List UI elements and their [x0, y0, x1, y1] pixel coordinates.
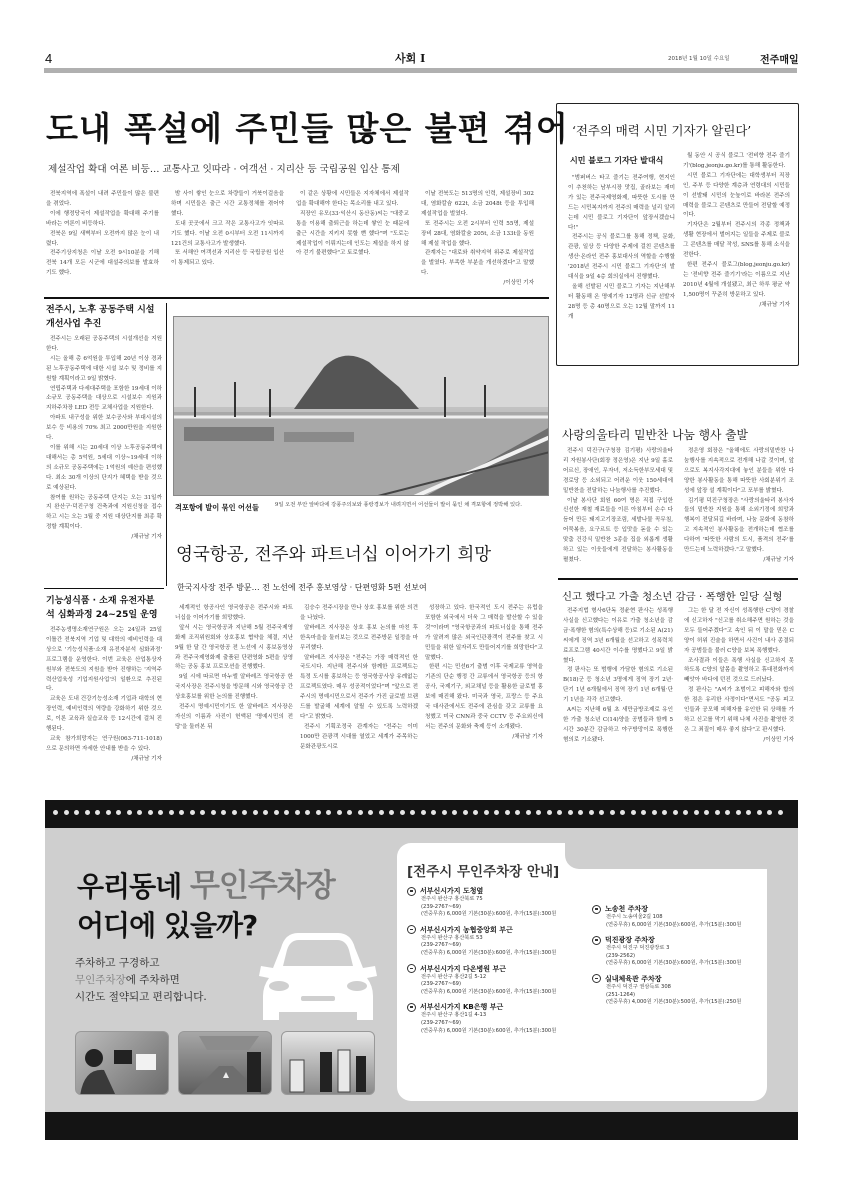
lot-address: 전주시 덕진구 덕진광장로 3: [606, 945, 670, 952]
decorative-dot: [746, 810, 751, 815]
paragraph: 전주시 덕진구(구청장 김기평) 사랑의울타리 자원봉사단(회장 정은영)은 지난 9일 홀로어르신, 장애인, 무자녀, 저소득한부모세대 및 경로당 등 소외되고 어려운 이웃 150세대에 밑반찬을 전달하는 나눔행사를 추진했다.: [563, 448, 673, 494]
decorative-dot: [641, 810, 646, 815]
main-article-column-2: [171, 190, 284, 269]
byline: /채규남 기자: [759, 301, 790, 308]
decorative-dot: [242, 810, 247, 815]
decorative-dot: [767, 810, 772, 815]
decorative-dot: [578, 810, 583, 815]
header-bar: [44, 68, 797, 73]
paragraph: 전주시는 공식 블로그를 통해 정책, 문화, 관광, 일상 등 다양한 주제에 걸친 콘텐츠를 생산·온라인 전주 홍보대사의 역할을 수행할 '2018년 전주시 시민 블로그 기자단'의 발대식을 9일 4층 회의실에서 진행했다.: [568, 234, 675, 281]
reporter-column-2: [683, 152, 790, 311]
decorative-dot: [284, 810, 289, 815]
section-label: 사회 I: [395, 52, 426, 65]
lot-fee: (연중무휴) 6,000원 기본(30분):600원, 추가(15분):300원: [421, 911, 557, 918]
paragraph: 김승수 전주시장을 만나 상호 홍보를 위한 의견을 나눴다.: [300, 605, 418, 621]
lot-name: 서부신시가지 다온병원 부근: [420, 964, 507, 973]
lot-name: 서부신시가지 도청옆: [420, 887, 484, 895]
paragraph: 월 동안 시 공식 블로그 '전비향 전주 즐기기'(blog.jeonju.go.kr)를 통해 활동한다.: [683, 153, 790, 169]
location-pin-icon: [592, 936, 601, 945]
decorative-dot: [473, 810, 478, 815]
byline: /채규남 기자: [131, 755, 162, 762]
harbor-photo-image: [174, 317, 549, 496]
decorative-dot: [421, 810, 426, 815]
food-body: [46, 626, 162, 765]
decorative-dot: [400, 810, 405, 815]
ba-column-3: [425, 604, 543, 743]
decorative-dot: [410, 810, 415, 815]
decorative-dot: [127, 810, 132, 815]
paragraph: 밤 사이 쌓인 눈으로 차량들이 거북이걸음을 하며 시민들은 출근 시간 교통정체를 겪어야 했다.: [171, 191, 284, 217]
decorative-dot: [620, 810, 625, 815]
decorative-dot: [316, 810, 321, 815]
decorative-dot: [631, 810, 636, 815]
parking-lot-item: [592, 904, 767, 929]
decorative-dot: [526, 810, 531, 815]
photo-caption-title: 격포항에 발이 묶인 어선들: [175, 503, 259, 512]
divider: [44, 588, 164, 589]
ad-headline-line1: [77, 860, 335, 905]
lot-phone: (239-2767~69): [421, 942, 461, 949]
decorative-dot: [757, 810, 762, 815]
paragraph: 시민 블로그 기자단에는 대학생부터 직장인, 주부 등 다양한 계층과 연령대의 시민들이 선발돼 시민의 눈높이로 바라본 전주의 매력을 블로그 콘텐츠로 만들어 전달할 예정이다.: [683, 172, 790, 219]
column-rule: [166, 303, 167, 586]
paragraph: 한편 시는 민선6기 출범 이후 국제교류 영역을 기존의 단순 행정 간 교류에서 영국항공 등의 항공사, 국제기구, 외교채널 등을 활용한 글로벌 홍보에 매진해 왔다. 미국과 영국, 프랑스 등 주요국 대사관에서도 전주에 관심을 갖고 교류를 요청했고 미국 CNN과 중국 CCTV 등 주요외신에서는 전주의 문화와 축제 등이 소개됐다.: [425, 664, 543, 730]
decorative-dot: [725, 810, 730, 815]
ad-copy-rest: 에 주차하면: [125, 974, 180, 986]
location-pin-icon: [407, 925, 416, 934]
photo-caption: 9일 오전 부안 앞바다에 강풍주의보와 풍랑경보가 내려지면서 어선들이 발이 묶인 채 격포항에 정박해 있다.: [275, 502, 522, 508]
decorative-dot: [431, 810, 436, 815]
decorative-dot: [116, 810, 121, 815]
paragraph: 이날 전북도는 513명의 인력, 제설장비 302대, 염화칼슘 622t, 소금 2048t 등을 투입해 제설작업을 벌였다.: [421, 191, 534, 217]
housing-title: 전주시, 노후 공동주택 시설 개선사업 추진: [46, 305, 155, 329]
issue-date: 2018년 1월 10일 수요일: [668, 56, 730, 62]
love-headline: 사랑의울타리 밑반찬 나눔 행사 출발: [562, 428, 748, 442]
parking-lot-item: [407, 1002, 582, 1035]
housing-article: [46, 303, 162, 543]
lot-address: 전주시 노송여울2길 108: [606, 914, 663, 920]
decorative-dot: [494, 810, 499, 815]
lot-fee: (연중무휴) 6,000원 기본(30분):600원, 추가(15분):300원: [606, 960, 742, 967]
paragraph: 정 판사는 "A씨가 초범이고 피해자와 합의한 점은 유리한 사정이다"면서도 "공동 피고인들과 공모해 피해자를 유인한 뒤 상해를 가하고 신고를 막기 위해 나체 사진을 촬영한 것은 그 죄질이 매우 좋지 않다"고 판시했다.: [684, 687, 794, 733]
decorative-dot: [379, 810, 384, 815]
paragraph: 앞서 시는 영국항공과 지난해 5월 전주국제영화제 조직위원회와 상호홍보 협약을 체결, 지난 9월 한 달 간 영국항공 전 노선에 시 홍보동영상과 전주국제영화제 출품된 단편영화 5편을 상영하는 공동 홍보 프로모션을 진행했다.: [175, 624, 293, 671]
ad-dot-border: [53, 810, 793, 816]
decorative-dot: [610, 810, 615, 815]
decorative-dot: [599, 810, 604, 815]
paragraph: 전주시는 오래된 공동주택의 시설개선을 지원한다.: [46, 336, 162, 352]
paragraph: 세계적인 항공사인 영국항공은 전주시와 파트너십을 이어가기를 희망했다.: [175, 605, 293, 621]
decorative-dot: [200, 810, 205, 815]
decorative-dot: [505, 810, 510, 815]
paragraph: 연립주택과 다세대주택을 포함한 19세대 이하 소규모 공동주택을 대상으로 시설보수 지원과 지하주차장 LED 전등 교체사업을 지원한다.: [46, 385, 162, 412]
paragraph: 올해 선발된 시민 블로그 기자는 지난해부터 활동해 온 명예기자 12명과 신규 선발자 28명 등 총 40명으로 오는 12월 말까지 11개: [568, 283, 675, 320]
paragraph: 전주기상지청은 이날 오전 9시10분을 기해 전북 14개 모든 시군에 대설주의보를 발효하기도 했다.: [46, 250, 159, 277]
decorative-dot: [85, 810, 90, 815]
decorative-dot: [368, 810, 373, 815]
paragraph: 이를 위해 시는 20세대 이상 노후공동주택에 대해서는 총 5억원, 5세대 이상~19세대 이하의 소규모 공동주택에는 1억원의 예산을 편성했다. 최소 30개 이상의 단지가 혜택을 받을 것으로 예상된다.: [46, 444, 162, 491]
ad-headline-line2: 어디에 있을까?: [77, 909, 258, 942]
decorative-dot: [326, 810, 331, 815]
ba-subheadline: 한국지사장 전주 방문… 전 노선에 전주 홍보영상 · 단편영화 5편 선보여: [177, 583, 427, 592]
main-headline: 도내 폭설에 주민들 많은 불편 겪어: [46, 109, 569, 148]
parking-lot-item: [407, 964, 582, 997]
parking-lot-item: [407, 886, 582, 919]
decorative-dot: [295, 810, 300, 815]
decorative-dot: [536, 810, 541, 815]
masthead-logo: 전주매일: [760, 55, 799, 66]
decorative-dot: [715, 810, 720, 815]
paragraph: 알바레즈 지사장은 "전주는 가장 매력적인 한국도시다. 지난해 전주시와 함께한 프로젝트는 특정 도시를 홍보하는 등 영국항공사상 유례없는 프로젝트였다. 매우 성공적이었다"며 "앞으로 전주시의 명예시민으로서 전주가 가진 글로벌 브랜드를 발굴해 세계에 알릴 수 있도록 노력하겠다"고 밝혔다.: [300, 654, 418, 720]
paragraph: 교육은 도내 건강기능성소재 기업과 대학의 현장인력, 예비인력의 역량을 강화하기 위한 것으로, 이론 교육과 실습교육 등 12시간에 걸쳐 진행된다.: [46, 696, 162, 733]
paragraph: A씨는 지난해 6월 초 새만금방조제로 유인한 가출 청소년 C(14)양을 공범들과 함께 5시간 30분간 감금하고 야구방망이로 폭행한 혐의로 기소됐다.: [563, 707, 673, 743]
paragraph: 직장인 유모(33·익산시 동산동)씨는 "대중교통을 이용해 출퇴근을 하는데 쌓인 눈 때문에 출근 시간을 지키지 못할 뻔 했다"며 "도로는 제설작업이 이뤄지는데 인도는 제설을 하지 않아 걷기 불편했다"고 토로했다.: [296, 210, 409, 257]
lot-name: 서부신시가지 KB은행 부근: [420, 1003, 504, 1012]
paragraph: 이 같은 상황에 시민들은 지자체에서 제설작업을 확대해야 한다는 목소리를 내고 있다.: [296, 191, 409, 207]
paragraph: 성장하고 있다. 한국적인 도시 전주는 유럽을 포함한 외국에서 더욱 그 매력을 발산할 수 있을 것"이라며 "영국항공과의 파트너십을 통해 전주가 알려져 많은 외국인관광객이 전주를 찾고 시민들을 위한 일자리도 만들어지기를 희망한다"고 말했다.: [425, 605, 543, 661]
decorative-dot: [652, 810, 657, 815]
lot-address: 전주시 완산구 홍산북로 53: [421, 934, 483, 941]
decorative-dot: [683, 810, 688, 815]
decorative-dot: [221, 810, 226, 815]
paragraph: 이에 행정당국이 제설작업을 확대해 주기를 바라는 여론이 비등하다.: [46, 210, 159, 227]
decorative-dot: [95, 810, 100, 815]
main-subheadline: 제설작업 확대 여론 비등… 교통사고 잇따라 · 여객선 · 지리산 등 국립공원 입산 통제: [48, 164, 400, 175]
ad-photo-parking-gate: [178, 1031, 272, 1095]
parking-advertisement: [45, 800, 798, 1140]
byline: /이상민 기자: [763, 736, 794, 743]
decorative-dot: [452, 810, 457, 815]
ad-headline-highlight: 무인주차장: [189, 868, 335, 904]
reporter-headline: ‘전주의 매력 시민 기자가 알린다’: [572, 123, 752, 138]
decorative-dot: [148, 810, 153, 815]
paragraph: 한편 전주시 블로그(blog.jeonju.go.kr)는 '전비향 전주 즐기기'라는 이름으로 지난 2010년 4월에 개설됐고, 최근 하루 평균 약 1,500명이 꾸준히 방문하고 있다.: [683, 261, 790, 298]
parking-lot-item: [592, 935, 767, 968]
ba-headline: 영국항공, 전주와 파트너십 이어가기 희망: [176, 545, 492, 565]
page-number: 4: [45, 51, 53, 66]
decorative-dot: [263, 810, 268, 815]
ba-column-2: [300, 604, 418, 753]
decorative-dot: [158, 810, 163, 815]
main-article-column-3: [296, 190, 409, 259]
decorative-dot: [547, 810, 552, 815]
paragraph: 교육 참가희망자는 연구원(063-711-1018)으로 문의하면 자세한 안내를 받을 수 있다.: [46, 735, 162, 752]
decorative-dot: [179, 810, 184, 815]
byline: /채규남 기자: [512, 733, 543, 740]
lot-name: 서부신시가지 농협중앙회 부근: [420, 925, 513, 934]
ad-copy-line: [75, 972, 207, 989]
decorative-dot: [190, 810, 195, 815]
housing-body: [46, 335, 162, 543]
teen-headline: 신고 했다고 가출 청소년 감금 · 폭행한 일당 실형: [562, 591, 783, 603]
paragraph: 그는 한 달 전 자신이 성폭행한 C양이 경찰에 신고하자 "신고를 취소해주면 원하는 것을 모두 들어주겠다"고 속인 뒤 이 말을 믿은 C양이 허위 진술을 하면서 사건이 내사 종결되자 공범들을 불러 C양을 보복 폭행했다.: [684, 608, 794, 654]
lot-fee: (연중무휴) 6,000원 기본(30분):600원, 추가(15분):300원: [606, 921, 742, 928]
paragraph: 정 판사는 또 범행에 가담한 혐의로 기소된 B(18)군 등 청소년 3명에게 징역 장기 2년·단기 1년 6개월에서 징역 장기 1년 6개월·단기 1년을 각각 선고했다.: [563, 667, 673, 704]
paragraph: 도내 곳곳에서 크고 작은 교통사고가 잇따르기도 했다. 이날 오전 0시부터 오전 11시까지 121건의 교통사고가 발생했다.: [171, 220, 284, 247]
harbor-photo: [173, 316, 549, 496]
love-column-2: [684, 447, 794, 566]
decorative-dot: [358, 810, 363, 815]
ad-copy-line: 시간도 절약되고 편리합니다.: [75, 991, 207, 1003]
byline: /이상민 기자: [503, 280, 534, 287]
location-pin-icon: [407, 887, 416, 896]
decorative-dot: [568, 810, 573, 815]
divider: [44, 297, 549, 299]
paragraph: 전주시 명예시민이기도 한 알바레즈 지사장은 자신의 이름과 사진이 헌액된 '명예시민의 전당'을 둘러본 뒤: [175, 704, 293, 730]
ba-column-1: [175, 604, 293, 733]
decorative-dot: [106, 810, 111, 815]
lot-fee: (연중무휴) 6,000원 기본(30분):600원, 추가(15분):300원: [421, 949, 557, 956]
byline: /채규남 기자: [131, 534, 162, 541]
decorative-dot: [74, 810, 79, 815]
ad-headline-prefix: 우리동네: [77, 870, 190, 903]
parking-lot-item: [407, 925, 582, 958]
lot-phone: (251-1264): [606, 991, 636, 998]
paragraph: 9일 시에 따르면 마누엘 알바레즈 영국항공 한국지사장은 전주시청을 방문해 시와 영국항공 간 상호홍보를 위한 논의를 진행했다.: [175, 674, 293, 701]
lot-name: 실내체육관 주차장: [605, 974, 662, 983]
paragraph: 알바레즈 지사장은 상호 홍보 논의를 마친 후 한옥마을을 둘러보는 것으로 전주방문 일정을 마무리했다.: [300, 624, 418, 651]
lot-fee: (연중무휴) 4,000원 기본(30분):500원, 추가(15분):250원: [606, 999, 742, 1006]
main-article-column-1: [46, 190, 159, 279]
decorative-dot: [515, 810, 520, 815]
lot-address: 전주시 완산구 홍산1길 4-13: [421, 1012, 487, 1019]
lot-phone: (239-2767~69): [421, 903, 461, 910]
decorative-dot: [463, 810, 468, 815]
decorative-dot: [137, 810, 142, 815]
lot-fee: (연중무휴) 6,000원 기본(30분):600원, 추가(15분):300원: [421, 1027, 557, 1034]
reporter-column-1: [568, 168, 675, 323]
ad-photo-parking-booths: [281, 1031, 375, 1095]
decorative-dot: [347, 810, 352, 815]
decorative-dot: [169, 810, 174, 815]
decorative-dot: [337, 810, 342, 815]
reporter-subheadline: 시민 블로그 기자단 발대식: [570, 156, 664, 165]
location-pin-icon: [407, 964, 416, 973]
decorative-dot: [442, 810, 447, 815]
decorative-dot: [64, 810, 69, 815]
lot-address: 전주시 완산구 홍산2길 5-12: [421, 973, 487, 980]
ad-copy-line: 주차하고 구경하고: [75, 957, 160, 969]
decorative-dot: [694, 810, 699, 815]
paragraph: 전주농생명소재연구원은 오는 24일과 25일 이틀간 전북지역 기업 및 대학의 예비인력을 대상으로 '기능성식품·소재 유전자분석 심화과정' 프로그램을 운영한다. 이번 교육은 산업통상자원부와 전북도의 지원을 받아 진행하는 '지역주력산업육성 기업지원사업'의 일환으로 추진된다.: [46, 627, 162, 693]
ad-copy-highlight: 무인주차장: [75, 974, 126, 986]
teen-column-2: [684, 607, 794, 746]
lot-name: 노송천 주차장: [605, 905, 649, 913]
byline: /채규남 기자: [763, 556, 794, 563]
decorative-dot: [589, 810, 594, 815]
parking-list-left: [407, 886, 582, 1035]
parking-list-right: [592, 904, 767, 1007]
paragraph: 전북은 9일 새벽부터 오전까지 많은 눈이 내렸다.: [46, 230, 159, 247]
decorative-dot: [53, 810, 58, 815]
paragraph: "범퍼버스 타고 즐기는 전주여행, 현지인이 추천하는 남부시장 맛집, 골라보는 재미가 있는 전주국제영화제, 따뜻한 도시를 만드는 시민복지까지 전주의 매력을 널리 알리는데 시민 블로그 기자단이 앞장서겠습니다!": [568, 175, 675, 231]
panel-tab-notch: [565, 843, 775, 869]
parking-info-title: [전주시 무인주차장 안내]: [407, 864, 560, 880]
ad-photo-control-room: [75, 1031, 169, 1095]
paragraph: 참여를 원하는 공동주택 단지는 오는 31일까지 완산구·덕진구청 건축과에 지원신청을 접수하고 시는 오는 3월 중 지원 대상단지를 최종 확정할 계획이다.: [46, 494, 162, 531]
decorative-dot: [704, 810, 709, 815]
ad-copy: [75, 955, 207, 1006]
lot-address: 전주시 덕진구 권삼득로 308: [606, 983, 671, 990]
paragraph: 조사결과 이들은 폭행 사실을 신고하지 못하도록 C양의 알몸을 촬영하고 휴대전화까지 빼앗아 바다에 던진 것으로 드러났다.: [684, 657, 794, 684]
decorative-dot: [736, 810, 741, 815]
paragraph: 아파트 내구성을 위한 보수공사와 부대시설의 보수 등 비용의 70% 최고 2000만원을 지원한다.: [46, 415, 162, 442]
paragraph: 또 서해안 여객선과 지리산 등 국립공원 입산이 통제되고 있다.: [171, 250, 284, 267]
decorative-dot: [662, 810, 667, 815]
food-title: 기능성식품 · 소재 유전자분석 심화과정 24~25일 운영: [46, 596, 158, 620]
lot-phone: (239-2767~69): [421, 981, 461, 988]
decorative-dot: [211, 810, 216, 815]
paragraph: 전북지역에 폭설이 내려 주민들이 많은 불편을 겪었다.: [46, 191, 159, 207]
car-icon: [253, 928, 383, 1028]
decorative-dot: [778, 810, 783, 815]
paragraph: 또 전주시는 오전 2시부터 인력 55명, 제설장비 28대, 염화칼슘 205t, 소금 133t을 동원해 제설 작업을 했다.: [421, 220, 534, 247]
main-article-column-4: [421, 190, 534, 289]
paragraph: 기자단은 2월부터 전주시의 각종 정책과 생활 현장에서 벌어지는 일들을 주제로 블로그 콘텐츠를 매달 작성, SNS를 통해 소식을 전한다.: [683, 222, 790, 259]
location-pin-icon: [592, 974, 601, 983]
paragraph: 시는 올해 총 6억원을 투입해 20년 이상 경과된 노후공동주택에 대한 시설 보수 및 정비를 지원할 계획이라고 9일 밝혔다.: [46, 355, 162, 382]
paragraph: 전주시 기획조정국 관계자는 "전주는 이미 1000만 관광객 시대를 열었고 세계가 주목하는 문화관광도시로: [300, 723, 418, 750]
decorative-dot: [274, 810, 279, 815]
paragraph: 관계자는 "대로와 취약지역 위주로 제설작업을 벌였다. 부족한 부분을 개선하겠다"고 말했다.: [421, 250, 534, 277]
parking-lot-item: [592, 974, 767, 1007]
decorative-dot: [253, 810, 258, 815]
ad-top-band: [45, 800, 798, 828]
food-article: [46, 594, 162, 765]
divider: [558, 578, 798, 580]
lot-fee: (연중무휴) 6,000원 기본(30분):600원, 추가(15분):300원: [421, 988, 557, 995]
lot-address: 전주시 완산구 홍산북로 75: [421, 896, 483, 902]
location-pin-icon: [592, 905, 601, 914]
decorative-dot: [484, 810, 489, 815]
paragraph: 전주지법 형사6단독 정윤현 판사는 성폭행 사실을 신고했다는 이유로 가출 청소년을 감금·폭행한 혐의(특수상해 등)로 기소된 A(21)씨에게 징역 3년 6개월을 선고하고 성폭력치료프로그램 40시간 이수를 명했다고 9일 밝혔다.: [563, 608, 673, 664]
decorative-dot: [557, 810, 562, 815]
teen-column-1: [563, 607, 673, 746]
lot-name: 덕진광장 주차장: [605, 936, 655, 945]
decorative-dot: [389, 810, 394, 815]
decorative-dot: [232, 810, 237, 815]
paragraph: 정은영 회장은 "올해에도 사랑의밑반찬 나눔행사를 지속적으로 전개해 나갈 것이며, 앞으로도 복지사각지대에 놓인 분들을 위한 다양한 봉사활동을 통해 따뜻한 사회분위기 조성에 앞장 설 계획이다"고 포부를 밝혔다.: [684, 448, 794, 494]
decorative-dot: [305, 810, 310, 815]
love-column-1: [563, 447, 673, 566]
decorative-dot: [673, 810, 678, 815]
lot-phone: (239-2562): [606, 952, 636, 959]
ad-bottom-band: [45, 1112, 798, 1140]
paragraph: 이날 봉사단 회원 60여 명은 직접 구입한 신선한 재철 재료들을 이른 아침부터 손수 다듬어 만든 돼지고기장조림, 세발나물 꼭무침, 어묵볶음, 요구르트 등 입맛을 돋을 수 있는 맞춤 건강식 밑반찬 3종을 집을 외롭게 생활하고 있는 이웃들에게 전달하는 봉사활동을 펼쳤다.: [563, 497, 673, 563]
location-pin-icon: [407, 1003, 416, 1012]
paragraph: 김기평 덕진구청장은 "사랑의울타리 봉사자들의 밑반찬 지원을 통해 소외기정에 희망과 행복이 전달되길 바라며, 나눔 문화에 동참하고 지속적인 봉사활동을 전개하는데 협조를 다하여 '따뜻한 사람의 도시, 품격의 전주'를 만드는데 노력하겠다."고 말했다.: [684, 497, 794, 554]
lot-phone: (239-2767~69): [421, 1019, 461, 1026]
